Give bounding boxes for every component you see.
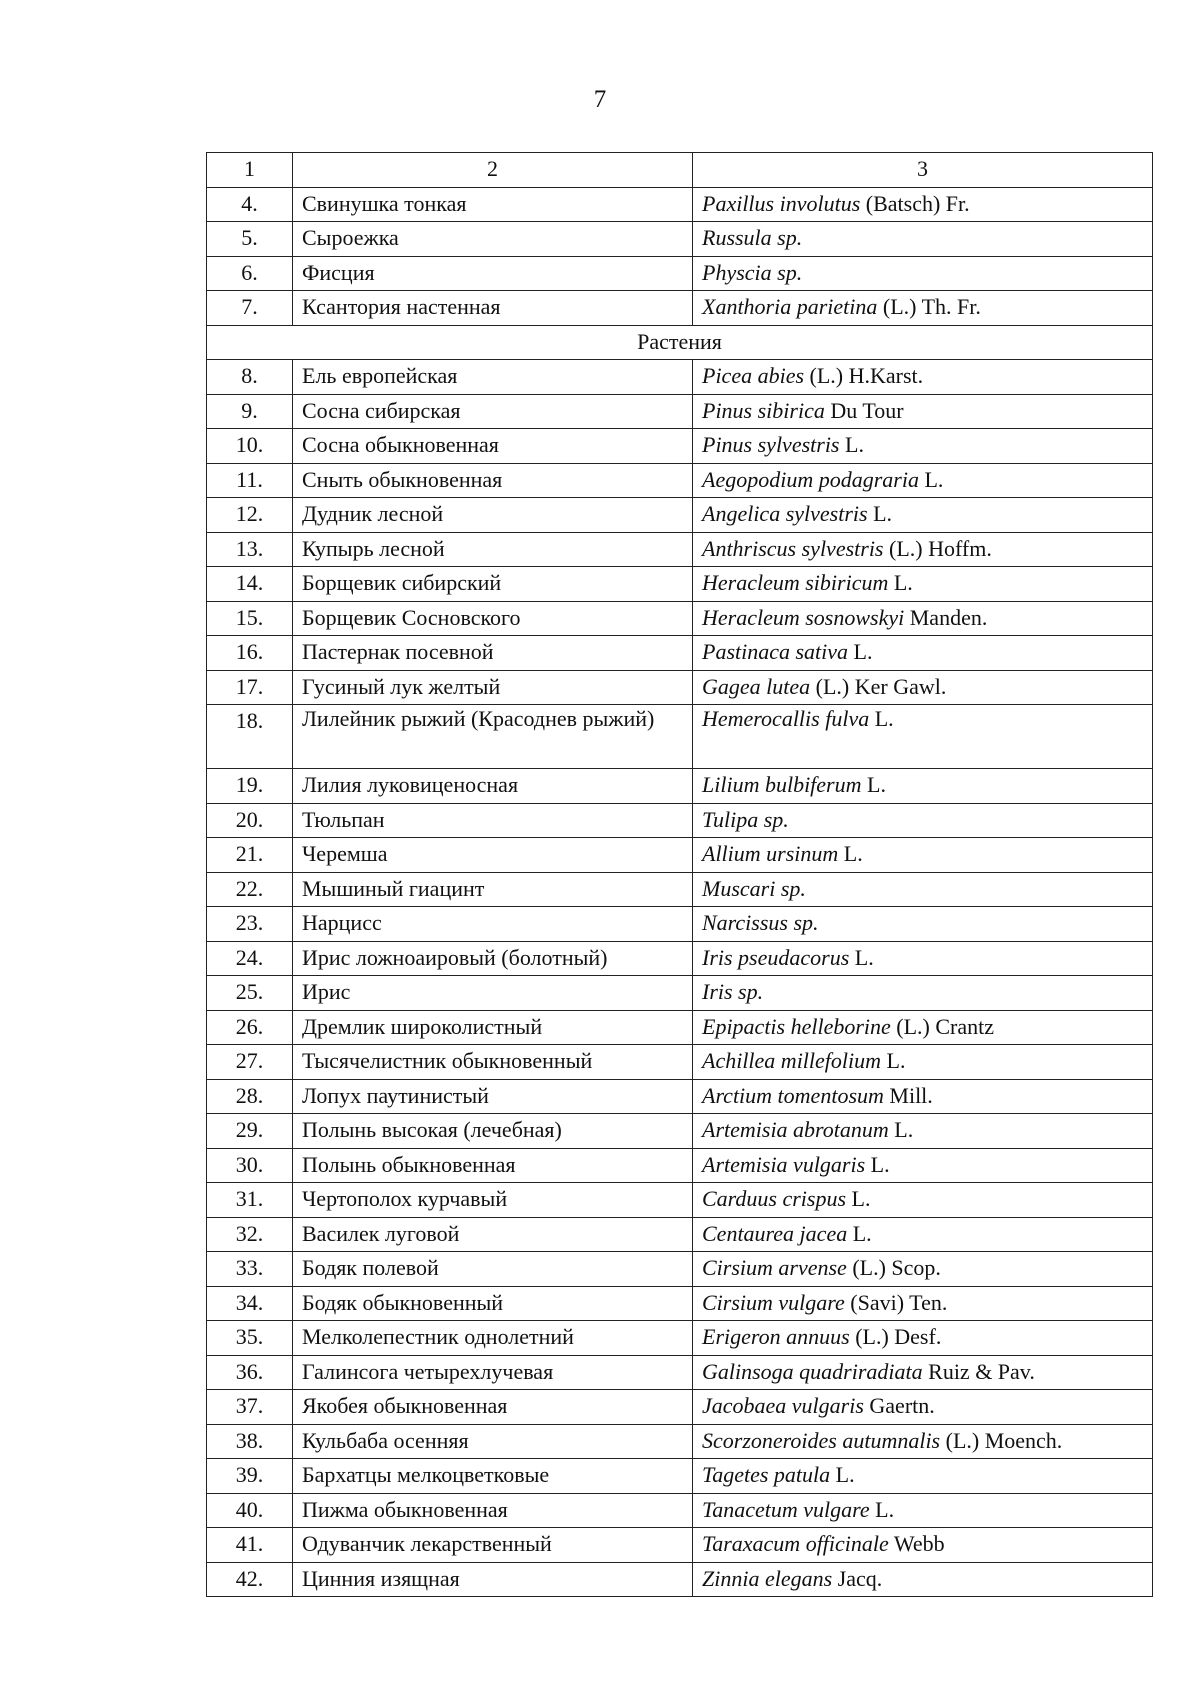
russian-name: Сосна сибирская: [293, 394, 693, 429]
latin-name-cell: [693, 1045, 1153, 1080]
latin-name: Pinus sylvestris: [702, 432, 840, 457]
latin-name-cell: [693, 907, 1153, 942]
latin-name-cell: [693, 1493, 1153, 1528]
row-number: 9.: [207, 394, 293, 429]
table-row: [207, 1252, 1153, 1287]
row-number: 30.: [207, 1148, 293, 1183]
russian-name: Одуванчик лекарственный: [293, 1528, 693, 1563]
row-number: 12.: [207, 498, 293, 533]
table-row: [207, 1459, 1153, 1494]
latin-name-cell: [693, 187, 1153, 222]
table-row: [207, 498, 1153, 533]
latin-author: Webb: [888, 1531, 945, 1556]
latin-author: L.: [869, 706, 894, 731]
latin-name: Picea abies: [702, 363, 805, 388]
row-number: 34.: [207, 1286, 293, 1321]
row-number: 33.: [207, 1252, 293, 1287]
row-number: 22.: [207, 872, 293, 907]
russian-name: Бодяк обыкновенный: [293, 1286, 693, 1321]
latin-name: Carduus crispus: [702, 1186, 847, 1211]
table-row: [207, 532, 1153, 567]
row-number: 18.: [207, 705, 293, 769]
latin-name: Scorzoneroides autumnalis: [702, 1427, 941, 1453]
table-row: [207, 1493, 1153, 1528]
latin-author: (L.) Th. Fr.: [877, 294, 981, 319]
table-row: [207, 567, 1153, 602]
table-row: [207, 187, 1153, 222]
latin-name-cell: [693, 1114, 1153, 1149]
latin-name-cell: [693, 838, 1153, 873]
latin-name: Tulipa sp.: [702, 806, 789, 832]
row-number: 27.: [207, 1045, 293, 1080]
row-number: 37.: [207, 1390, 293, 1425]
latin-name: Jacobaea vulgaris: [702, 1393, 864, 1418]
latin-name-cell: [693, 1217, 1153, 1252]
table-row: [207, 636, 1153, 671]
table-row: [207, 1286, 1153, 1321]
row-number: 19.: [207, 769, 293, 804]
latin-name-cell: [693, 1424, 1153, 1459]
russian-name: Тюльпан: [293, 803, 693, 838]
table-row: [207, 1321, 1153, 1356]
section-row: [207, 325, 1153, 360]
latin-name: Narcissus sp.: [702, 910, 819, 935]
latin-name-cell: [693, 1010, 1153, 1045]
latin-name: Physcia sp.: [702, 259, 803, 285]
table-row: [207, 1355, 1153, 1390]
latin-name-cell: [693, 1390, 1153, 1425]
russian-name: Ксантория настенная: [293, 291, 693, 326]
latin-author: Du Tour: [824, 397, 904, 423]
russian-name: Ирис: [293, 976, 693, 1011]
latin-name-cell: [693, 567, 1153, 602]
page-number: 7: [593, 86, 607, 113]
row-number: 16.: [207, 636, 293, 671]
latin-author: (Batsch) Fr.: [860, 190, 970, 216]
latin-author: L.: [849, 944, 874, 970]
row-number: 32.: [207, 1217, 293, 1252]
latin-name: Iris sp.: [702, 979, 764, 1004]
row-number: 4.: [207, 187, 293, 222]
russian-name: Василек луговой: [293, 1217, 693, 1252]
russian-name: Купырь лесной: [293, 532, 693, 567]
russian-name: Черемша: [293, 838, 693, 873]
header-col-latin-name: 3: [693, 153, 1153, 188]
latin-author: L.: [881, 1048, 906, 1073]
row-number: 21.: [207, 838, 293, 873]
table-row: [207, 670, 1153, 705]
latin-author: (Savi) Ten.: [844, 1289, 948, 1315]
latin-author: L.: [918, 466, 944, 492]
latin-name-cell: [693, 498, 1153, 533]
latin-name-cell: [693, 1183, 1153, 1218]
russian-name: Цинния изящная: [293, 1562, 693, 1597]
latin-name-cell: [693, 1459, 1153, 1494]
row-number: 23.: [207, 907, 293, 942]
russian-name: Борщевик сибирский: [293, 567, 693, 602]
table-row: [207, 1148, 1153, 1183]
latin-author: (L.) H.Karst.: [804, 363, 924, 388]
russian-name: Галинсога четырехлучевая: [293, 1355, 693, 1390]
row-number: 25.: [207, 976, 293, 1011]
row-number: 35.: [207, 1321, 293, 1356]
latin-name-cell: [693, 670, 1153, 705]
row-number: 29.: [207, 1114, 293, 1149]
latin-name-cell: [693, 872, 1153, 907]
latin-author: L.: [869, 1496, 895, 1522]
row-number: 6.: [207, 256, 293, 291]
russian-name: Сныть обыкновенная: [293, 463, 693, 498]
latin-name: Epipactis helleborine: [702, 1013, 891, 1039]
latin-name: Cirsium vulgare: [702, 1289, 845, 1315]
latin-author: (L.) Ker Gawl.: [810, 673, 947, 699]
row-number: 38.: [207, 1424, 293, 1459]
latin-name-cell: [693, 532, 1153, 567]
section-title: Растения: [207, 325, 1153, 360]
russian-name: Борщевик Сосновского: [293, 601, 693, 636]
row-number: 8.: [207, 360, 293, 395]
table-row: [207, 838, 1153, 873]
latin-author: L.: [847, 1220, 872, 1246]
latin-name: Taraxacum officinale: [702, 1531, 889, 1556]
latin-name: Aegopodium podagraria: [702, 466, 919, 492]
latin-name-cell: [693, 429, 1153, 464]
russian-name: Дремлик широколистный: [293, 1010, 693, 1045]
russian-name: Тысячелистник обыкновенный: [293, 1045, 693, 1080]
russian-name: Мелколепестник однолетний: [293, 1321, 693, 1356]
table-row: [207, 1424, 1153, 1459]
russian-name: Гусиный лук желтый: [293, 670, 693, 705]
russian-name: Пижма обыкновенная: [293, 1493, 693, 1528]
table-row: [207, 1114, 1153, 1149]
russian-name: Полынь обыкновенная: [293, 1148, 693, 1183]
table-row: [207, 256, 1153, 291]
row-number: 40.: [207, 1493, 293, 1528]
table-row: [207, 360, 1153, 395]
table-row: [207, 941, 1153, 976]
table-row: [207, 1390, 1153, 1425]
russian-name: Бархатцы мелкоцветковые: [293, 1459, 693, 1494]
russian-name: Полынь высокая (лечебная): [293, 1114, 693, 1149]
latin-name-cell: [693, 636, 1153, 671]
latin-name-cell: [693, 256, 1153, 291]
latin-name-cell: [693, 1355, 1153, 1390]
latin-name: Heracleum sosnowskyi: [702, 604, 905, 630]
latin-name-cell: [693, 1321, 1153, 1356]
latin-name: Artemisia abrotanum: [702, 1117, 889, 1142]
latin-name: Russula sp.: [702, 225, 803, 250]
latin-name-cell: [693, 976, 1153, 1011]
latin-author: (L.) Moench.: [940, 1427, 1063, 1453]
latin-name: Allium ursinum: [702, 841, 839, 866]
latin-name: Pinus sibirica: [702, 397, 825, 423]
latin-name-cell: [693, 1079, 1153, 1114]
russian-name: Фисция: [293, 256, 693, 291]
table-row: [207, 1183, 1153, 1218]
table-row: [207, 976, 1153, 1011]
table-row: [207, 872, 1153, 907]
latin-name: Muscari sp.: [702, 875, 806, 901]
row-number: 24.: [207, 941, 293, 976]
table-row: [207, 1562, 1153, 1597]
table-row: [207, 1079, 1153, 1114]
latin-name-cell: [693, 1148, 1153, 1183]
latin-author: L.: [846, 1186, 871, 1211]
latin-author: L.: [848, 639, 873, 664]
latin-name-cell: [693, 705, 1153, 769]
latin-author: L.: [830, 1462, 855, 1487]
russian-name: Нарцисс: [293, 907, 693, 942]
latin-author: L.: [888, 570, 913, 595]
russian-name: Якобея обыкновенная: [293, 1390, 693, 1425]
table-row: [207, 463, 1153, 498]
latin-author: (L.) Scop.: [846, 1255, 941, 1280]
latin-author: L.: [888, 1117, 914, 1142]
table-row: [207, 1045, 1153, 1080]
latin-name: Hemerocallis fulva: [702, 706, 870, 731]
row-number: 7.: [207, 291, 293, 326]
latin-name: Angelica sylvestris: [702, 501, 868, 526]
table-row: [207, 705, 1153, 769]
latin-name: Gagea lutea: [702, 673, 811, 699]
row-number: 26.: [207, 1010, 293, 1045]
latin-name: Pastinaca sativa: [702, 639, 849, 664]
row-number: 14.: [207, 567, 293, 602]
header-col-number: 1: [207, 153, 293, 188]
latin-name-cell: [693, 1252, 1153, 1287]
russian-name: Сосна обыкновенная: [293, 429, 693, 464]
table-row: [207, 907, 1153, 942]
latin-name-cell: [693, 1528, 1153, 1563]
russian-name: Дудник лесной: [293, 498, 693, 533]
latin-name: Erigeron annuus: [702, 1324, 850, 1349]
row-number: 11.: [207, 463, 293, 498]
russian-name: Свинушка тонкая: [293, 187, 693, 222]
latin-name-cell: [693, 394, 1153, 429]
row-number: 15.: [207, 601, 293, 636]
table-row: [207, 1217, 1153, 1252]
russian-name: Ель европейская: [293, 360, 693, 395]
latin-name-cell: [693, 463, 1153, 498]
russian-name: Кульбаба осенняя: [293, 1424, 693, 1459]
row-number: 20.: [207, 803, 293, 838]
latin-author: Ruiz & Pav.: [922, 1358, 1035, 1384]
latin-name: Paxillus involutus: [702, 190, 861, 216]
latin-name: Zinnia elegans: [702, 1565, 833, 1591]
latin-name-cell: [693, 601, 1153, 636]
latin-name-cell: [693, 291, 1153, 326]
russian-name: Ирис ложноаировый (болотный): [293, 941, 693, 976]
species-table: [206, 152, 1153, 1597]
latin-name: Iris pseudacorus: [702, 944, 850, 970]
latin-name: Achillea millefolium: [702, 1048, 882, 1073]
row-number: 13.: [207, 532, 293, 567]
latin-name: Arctium tomentosum: [702, 1082, 884, 1108]
row-number: 10.: [207, 429, 293, 464]
latin-author: (L.) Crantz: [890, 1013, 995, 1039]
table-row: [207, 803, 1153, 838]
table-row: [207, 291, 1153, 326]
latin-name-cell: [693, 360, 1153, 395]
latin-name-cell: [693, 1286, 1153, 1321]
russian-name: Сыроежка: [293, 222, 693, 257]
latin-author: L.: [867, 501, 893, 526]
latin-name-cell: [693, 941, 1153, 976]
russian-name: Мышиный гиацинт: [293, 872, 693, 907]
header-col-russian-name: 2: [293, 153, 693, 188]
latin-author: L.: [865, 1151, 890, 1177]
table-row: [207, 1528, 1153, 1563]
latin-name: Galinsoga quadriradiata: [702, 1358, 923, 1384]
latin-name: Cirsium arvense: [702, 1255, 847, 1280]
row-number: 28.: [207, 1079, 293, 1114]
latin-name: Anthriscus sylvestris: [702, 535, 884, 561]
russian-name: Лопух паутинистый: [293, 1079, 693, 1114]
table-row: [207, 769, 1153, 804]
russian-name: Чертополох курчавый: [293, 1183, 693, 1218]
latin-name-cell: [693, 222, 1153, 257]
russian-name: Пастернак посевной: [293, 636, 693, 671]
row-number: 31.: [207, 1183, 293, 1218]
latin-name: Lilium bulbiferum: [702, 772, 862, 797]
latin-name: Tagetes patula: [702, 1462, 831, 1487]
latin-author: Manden.: [904, 604, 988, 630]
latin-author: L.: [861, 772, 886, 797]
table-row: [207, 1010, 1153, 1045]
latin-name-cell: [693, 803, 1153, 838]
row-number: 5.: [207, 222, 293, 257]
latin-name: Tanacetum vulgare: [702, 1496, 870, 1522]
table-row: [207, 222, 1153, 257]
latin-name: Xanthoria parietina: [702, 294, 878, 319]
table-header-row: [207, 153, 1153, 188]
latin-name-cell: [693, 769, 1153, 804]
latin-author: L.: [838, 841, 863, 866]
latin-name: Heracleum sibiricum: [702, 570, 889, 595]
latin-name-cell: [693, 1562, 1153, 1597]
table-row: [207, 601, 1153, 636]
row-number: 41.: [207, 1528, 293, 1563]
latin-author: Mill.: [883, 1082, 933, 1108]
latin-author: (L.) Hoffm.: [883, 535, 992, 561]
russian-name: Бодяк полевой: [293, 1252, 693, 1287]
row-number: 17.: [207, 670, 293, 705]
table-row: [207, 429, 1153, 464]
row-number: 42.: [207, 1562, 293, 1597]
row-number: 36.: [207, 1355, 293, 1390]
latin-author: (L.) Desf.: [849, 1324, 942, 1349]
latin-name: Artemisia vulgaris: [702, 1151, 866, 1177]
latin-author: L.: [839, 432, 864, 457]
latin-name: Centaurea jacea: [702, 1220, 848, 1246]
latin-author: Jacq.: [832, 1565, 883, 1591]
latin-author: Gaertn.: [863, 1393, 935, 1418]
species-table-body: [207, 153, 1153, 1597]
row-number: 39.: [207, 1459, 293, 1494]
russian-name: Лилия луковиценосная: [293, 769, 693, 804]
russian-name: Лилейник рыжий (Красоднев рыжий): [293, 705, 693, 769]
table-row: [207, 394, 1153, 429]
